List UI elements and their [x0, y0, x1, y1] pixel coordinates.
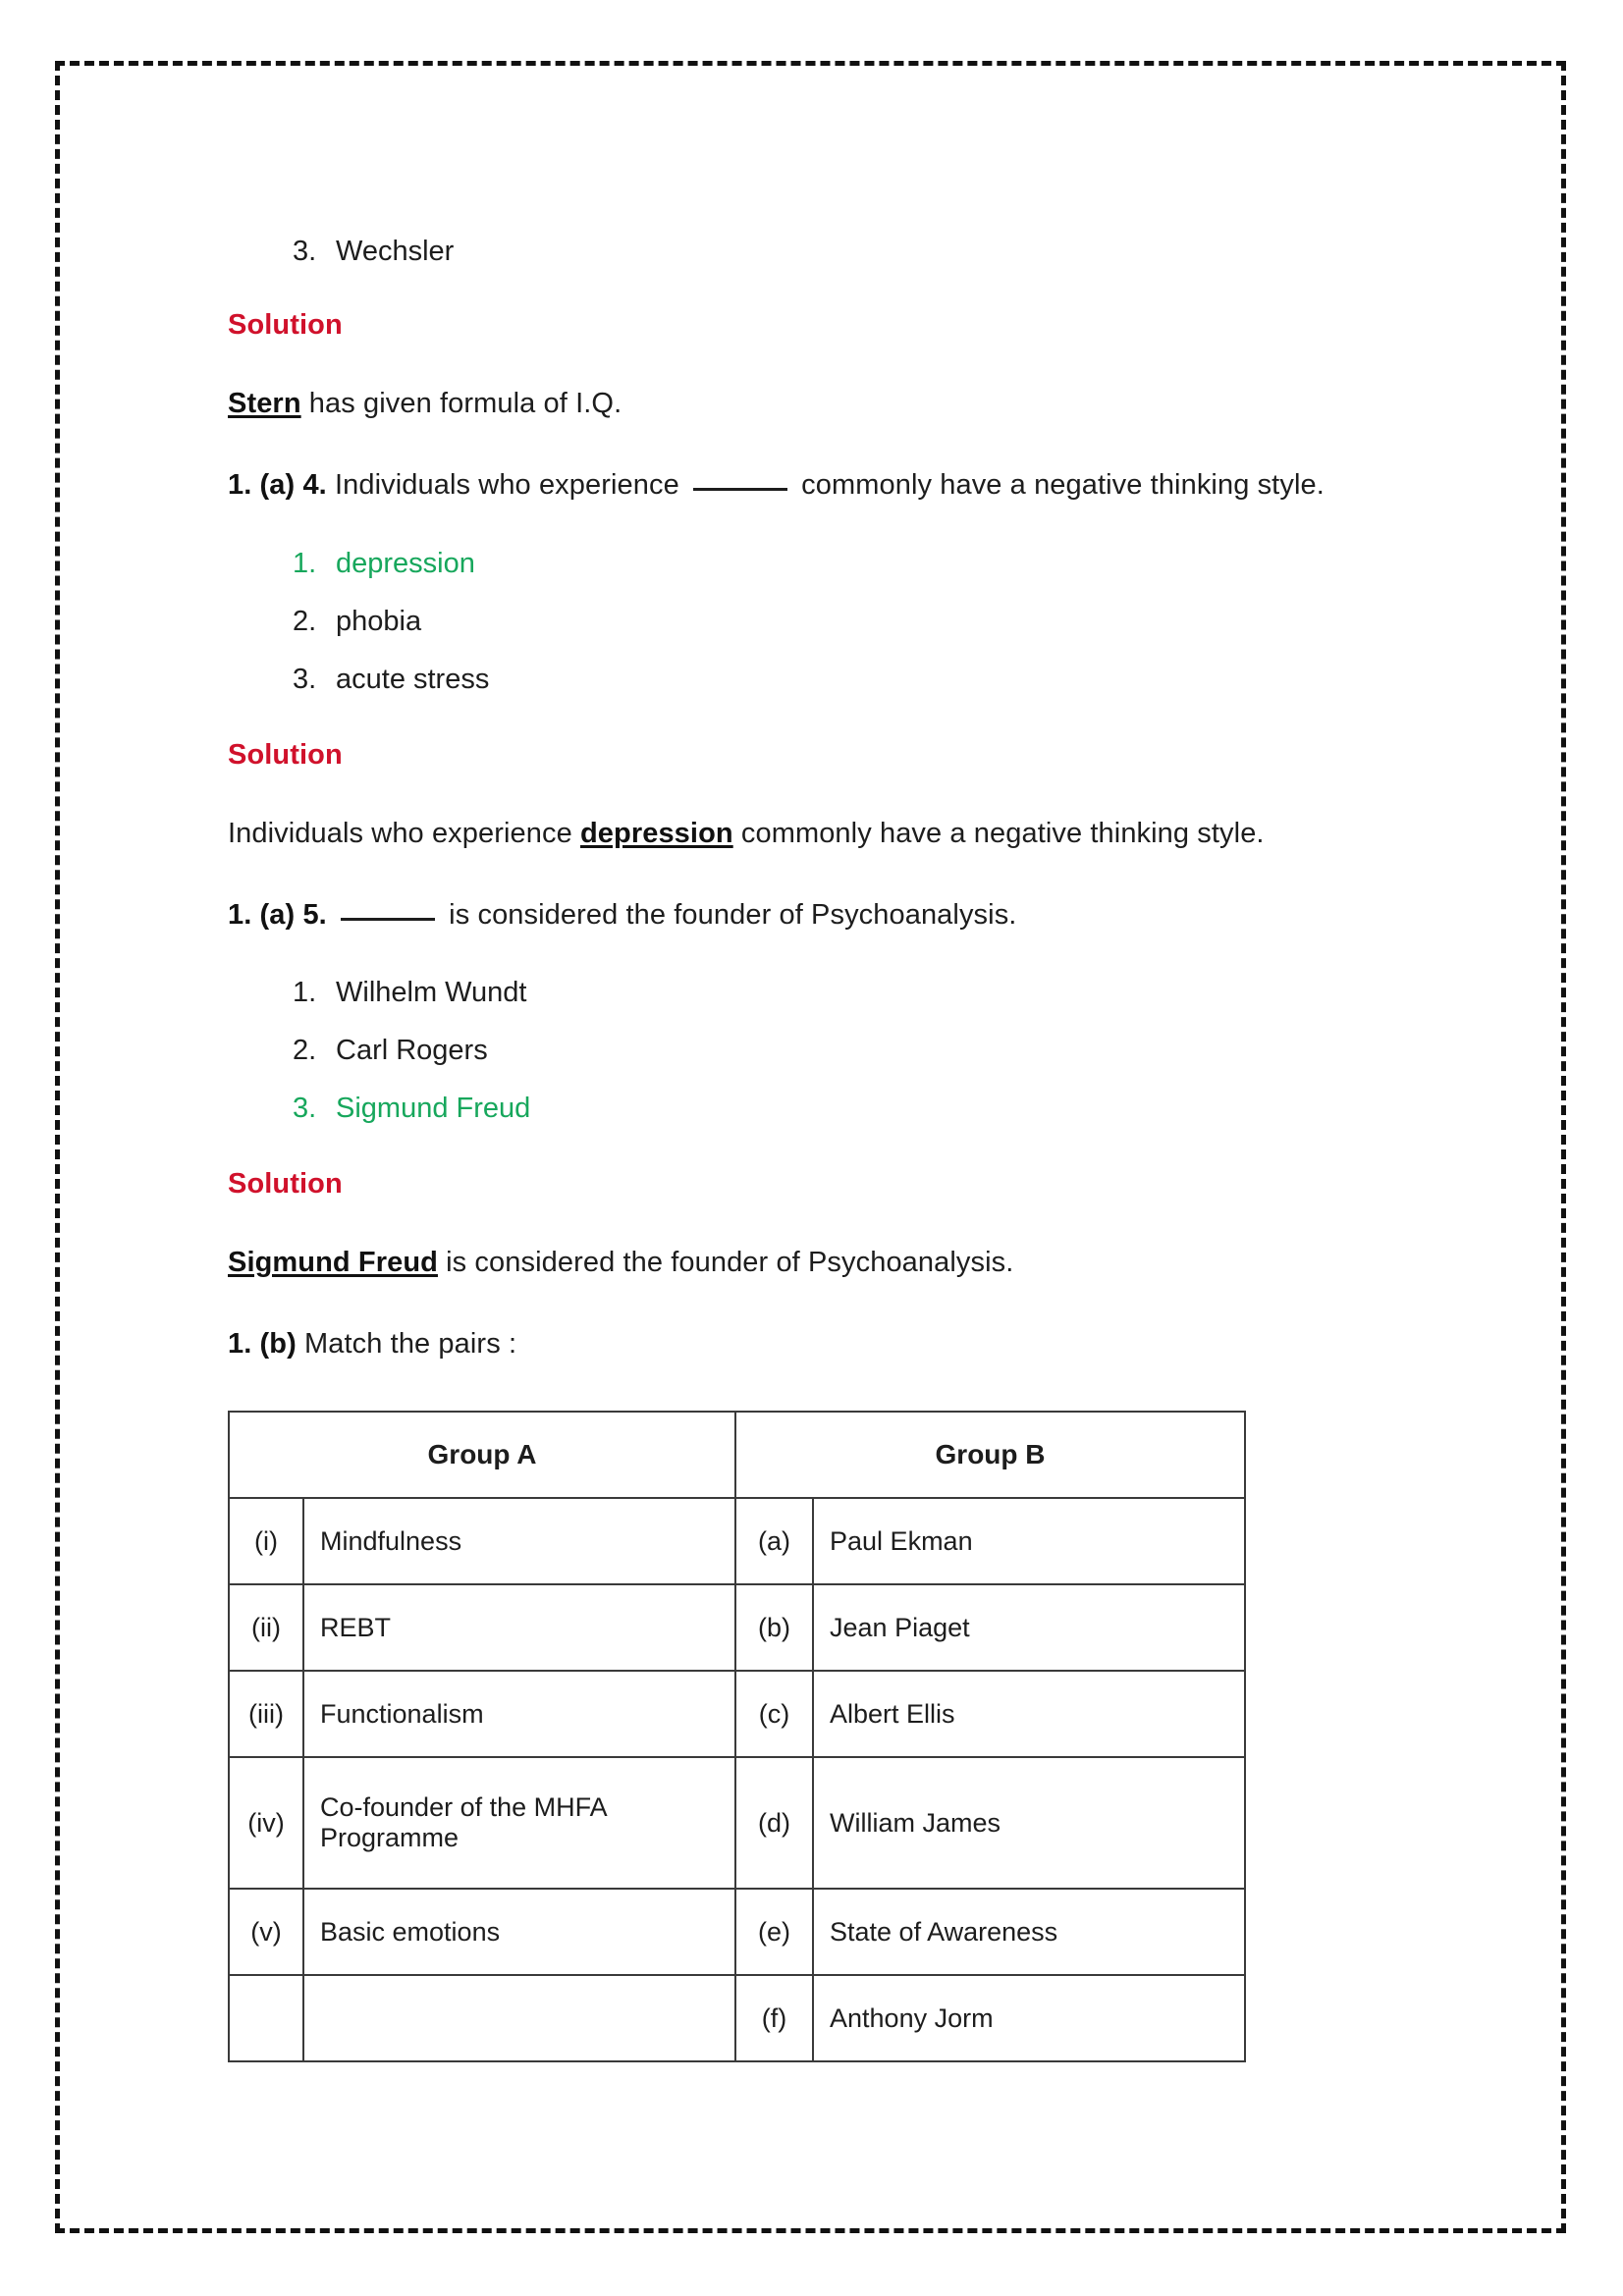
previous-question-options [228, 236, 1396, 268]
group-b-key: (b) [735, 1584, 813, 1671]
group-a-key: (iii) [229, 1671, 303, 1757]
option-label: acute stress [336, 663, 490, 695]
group-b-value: Paul Ekman [813, 1498, 1245, 1584]
group-a-value: Co-founder of the MHFA Programme [303, 1757, 735, 1889]
group-a-value: Basic emotions [303, 1889, 735, 1975]
list-item [293, 236, 1396, 268]
solution-heading-q4: Solution [228, 738, 343, 771]
question-4-options [228, 548, 1396, 696]
question-4-text-before: Individuals who experience [326, 468, 687, 501]
table-header-row [229, 1412, 1245, 1498]
option-marker: 2. [293, 605, 317, 637]
option-marker: 1. [293, 977, 317, 1009]
question-4-stem [228, 466, 1396, 505]
list-item [293, 1093, 1396, 1125]
group-b-value: Albert Ellis [813, 1671, 1245, 1757]
question-5-options [228, 977, 1396, 1125]
option-marker: 2. [293, 1035, 317, 1067]
question-1b-stem [228, 1325, 1396, 1363]
table-row [229, 1757, 1245, 1889]
group-a-key [229, 1975, 303, 2061]
solution-text-q4 [228, 815, 1396, 853]
group-a-key: (ii) [229, 1584, 303, 1671]
solution-heading-iq: Solution [228, 309, 343, 341]
list-item [293, 606, 1396, 638]
solution-emphasis: depression [579, 817, 733, 849]
option-marker: 1. [293, 547, 317, 579]
list-item [293, 548, 1396, 580]
option-marker: 3. [293, 663, 317, 695]
group-b-key: (e) [735, 1889, 813, 1975]
group-b-value: William James [813, 1757, 1245, 1889]
group-b-key: (c) [735, 1671, 813, 1757]
option-label: Wilhelm Wundt [336, 977, 527, 1009]
table-row [229, 1584, 1245, 1671]
question-4-text-after: commonly have a negative thinking style. [792, 468, 1325, 501]
question-5-text-after: is considered the founder of Psychoanalysis. [441, 898, 1017, 931]
match-the-pairs-table [228, 1411, 1246, 2062]
option-marker: 3. [293, 236, 317, 267]
table-row [229, 1671, 1245, 1757]
question-5-text-before [327, 899, 335, 931]
table-row [229, 1975, 1245, 2061]
table-row [229, 1498, 1245, 1584]
solution-text-q5 [228, 1244, 1396, 1282]
option-marker: 3. [293, 1093, 317, 1125]
question-5-stem [228, 896, 1396, 934]
column-header-group-b: Group B [735, 1412, 1245, 1498]
list-item [293, 664, 1396, 696]
solution-suffix: commonly have a negative thinking style. [732, 817, 1265, 849]
group-b-value: Jean Piaget [813, 1584, 1245, 1671]
group-a-value: REBT [303, 1584, 735, 1671]
group-b-key: (d) [735, 1757, 813, 1889]
option-label: depression [336, 547, 475, 579]
question-1b-text: Match the pairs : [296, 1328, 517, 1361]
list-item [293, 1035, 1396, 1067]
group-a-value: Mindfulness [303, 1498, 735, 1584]
solution-emphasis: Stern [228, 388, 301, 419]
column-header-group-a: Group A [229, 1412, 735, 1498]
fill-in-blank [693, 488, 787, 491]
fill-in-blank [341, 918, 435, 921]
solution-rest: has given formula of I.Q. [300, 388, 622, 419]
group-b-key: (f) [735, 1975, 813, 2061]
solution-text-iq [228, 385, 1396, 423]
question-4-number: 1. (a) 4. [228, 468, 327, 501]
table-row [229, 1889, 1245, 1975]
option-label: Sigmund Freud [336, 1093, 531, 1125]
question-1b-number: 1. (b) [228, 1328, 297, 1361]
solution-prefix: Individuals who experience [228, 817, 580, 849]
group-b-key: (a) [735, 1498, 813, 1584]
question-5-number: 1. (a) 5. [228, 898, 327, 931]
group-a-key: (iv) [229, 1757, 303, 1889]
group-b-value: Anthony Jorm [813, 1975, 1245, 2061]
option-label: Carl Rogers [336, 1035, 488, 1067]
list-item [293, 977, 1396, 1009]
solution-emphasis: Sigmund Freud [228, 1247, 438, 1279]
group-a-key: (i) [229, 1498, 303, 1584]
option-label: phobia [336, 605, 422, 637]
document-content [228, 236, 1396, 2062]
option-label: Wechsler [336, 236, 455, 267]
group-a-value: Functionalism [303, 1671, 735, 1757]
group-b-value: State of Awareness [813, 1889, 1245, 1975]
solution-suffix: is considered the founder of Psychoanalysis. [437, 1247, 1014, 1279]
group-a-value [303, 1975, 735, 2061]
group-a-key: (v) [229, 1889, 303, 1975]
solution-heading-q5: Solution [228, 1168, 343, 1201]
